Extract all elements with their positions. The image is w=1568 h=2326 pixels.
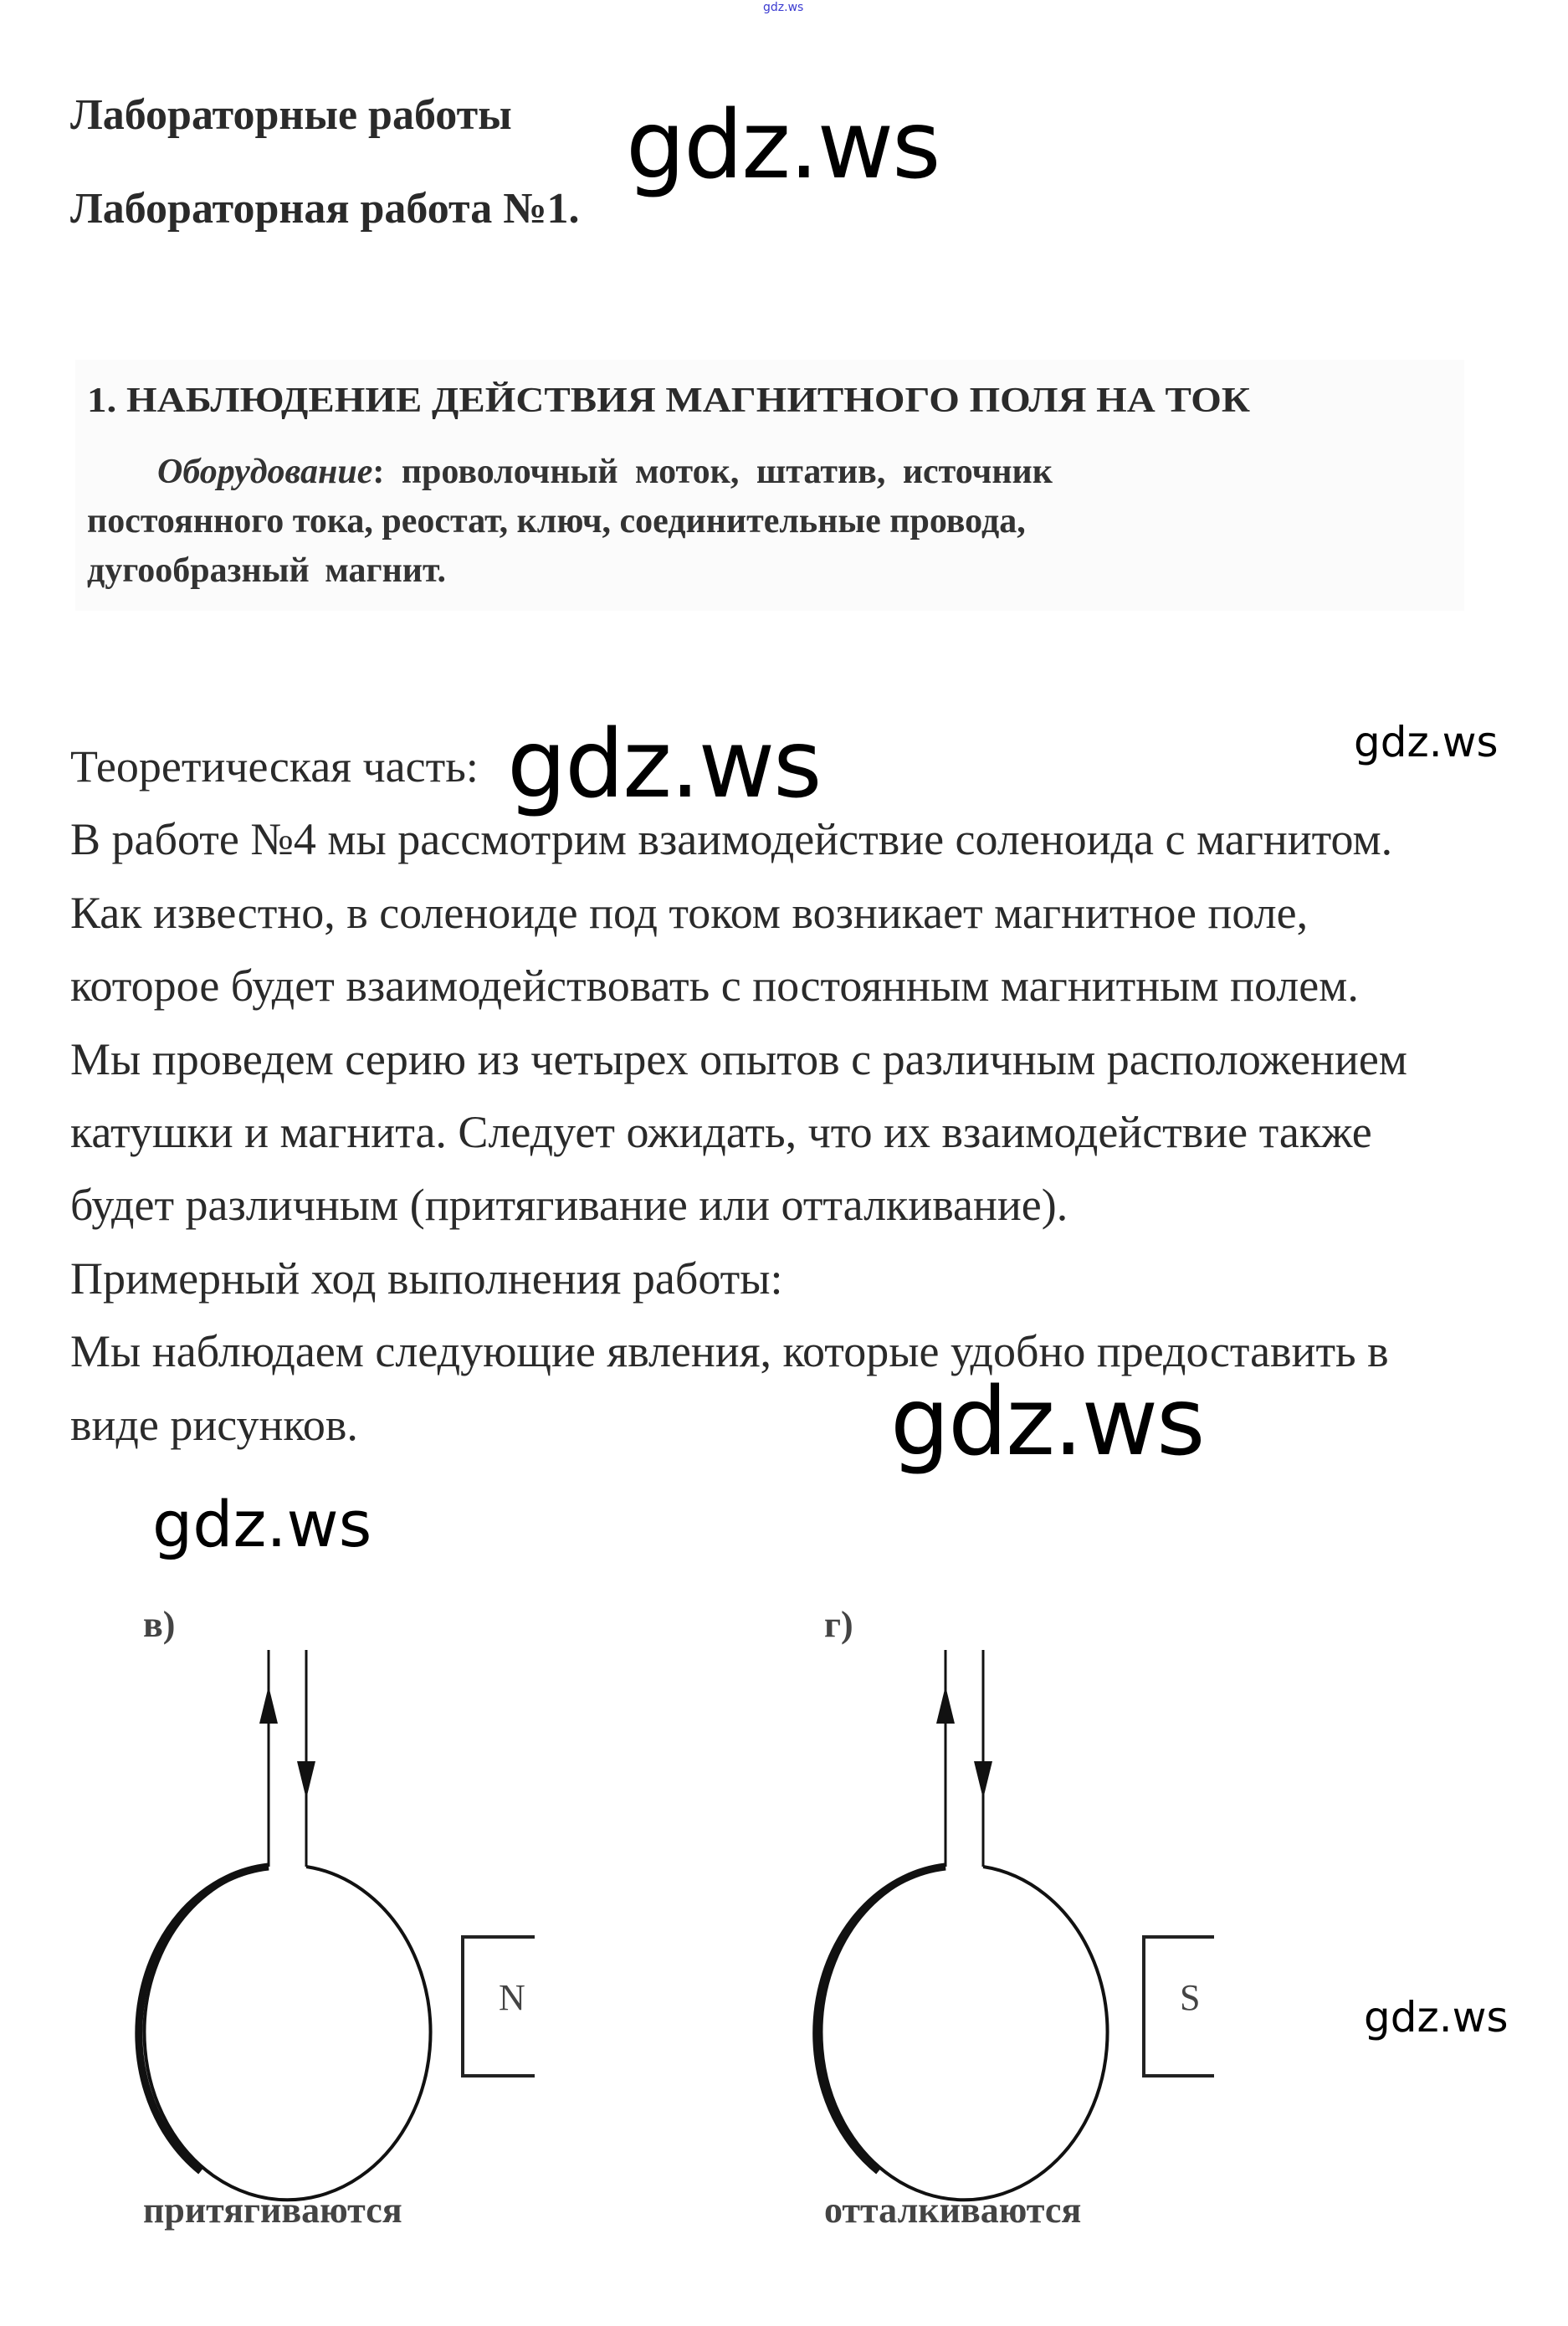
watermark: gdz.ws xyxy=(626,91,940,200)
figure-repel xyxy=(817,1650,1214,2200)
arrow-down-icon xyxy=(974,1761,992,1799)
body-line: которое будет взаимодействовать с постоянным магнитным полем. xyxy=(70,961,1359,1011)
arrow-up-icon xyxy=(936,1686,955,1724)
coil-loop xyxy=(145,1867,431,2200)
figure-caption: отталкиваются xyxy=(824,2190,1082,2231)
watermark: gdz.ws xyxy=(1354,718,1499,766)
body-line: Как известно, в соленоиде под током возникает магнитное поле, xyxy=(70,888,1309,938)
magnet-pole xyxy=(1144,1937,1214,2076)
equipment-label: Оборудование xyxy=(157,453,373,491)
body-line: катушки и магнита. Следует ожидать, что их взаимодействие также xyxy=(70,1107,1372,1157)
section-label: Теоретическая часть: xyxy=(70,741,479,792)
equipment-line: дугообразный магнит. xyxy=(87,551,446,590)
body-line: виде рисунков. xyxy=(70,1400,358,1450)
body-line: Примерный ход выполнения работы: xyxy=(70,1253,783,1304)
watermark-top-small: gdz.ws xyxy=(763,1,804,14)
body-line: В работе №4 мы рассмотрим взаимодействие соленоида с магнитом. xyxy=(70,814,1393,864)
magnet-pole-label: N xyxy=(499,1977,525,2018)
magnet-pole-label: S xyxy=(1180,1977,1201,2018)
arrow-down-icon xyxy=(297,1761,315,1799)
figure-label: г) xyxy=(824,1604,853,1645)
figure-caption: притягиваются xyxy=(143,2190,402,2231)
figure-label: в) xyxy=(143,1604,176,1645)
watermark: gdz.ws xyxy=(1364,1993,1509,2042)
body-line: Мы наблюдаем следующие явления, которые удобно предоставить в xyxy=(70,1326,1389,1376)
equipment-text: : проволочный моток, штатив, источник xyxy=(372,453,1053,491)
coil-loop xyxy=(821,1867,1107,2200)
lab-title: Лабораторная работа №1. xyxy=(70,185,580,233)
page-title: Лабораторные работы xyxy=(70,91,512,139)
body-line: будет различным (притягивание или отталкивание). xyxy=(70,1180,1068,1230)
watermark: gdz.ws xyxy=(152,1487,372,1561)
watermark: gdz.ws xyxy=(507,710,821,819)
body-line: Мы проведем серию из четырех опытов с различным расположением xyxy=(70,1034,1407,1084)
watermark: gdz.ws xyxy=(890,1368,1204,1477)
equipment-line: постоянного тока, реостат, ключ, соединительные провода, xyxy=(87,502,1026,541)
figure-attract xyxy=(139,1650,535,2200)
coil-front-arc xyxy=(139,1867,269,2171)
arrow-up-icon xyxy=(259,1686,278,1724)
coil-front-arc xyxy=(817,1867,945,2171)
section-heading: 1. НАБЛЮДЕНИЕ ДЕЙСТВИЯ МАГНИТНОГО ПОЛЯ НА ТОК xyxy=(87,382,1250,420)
